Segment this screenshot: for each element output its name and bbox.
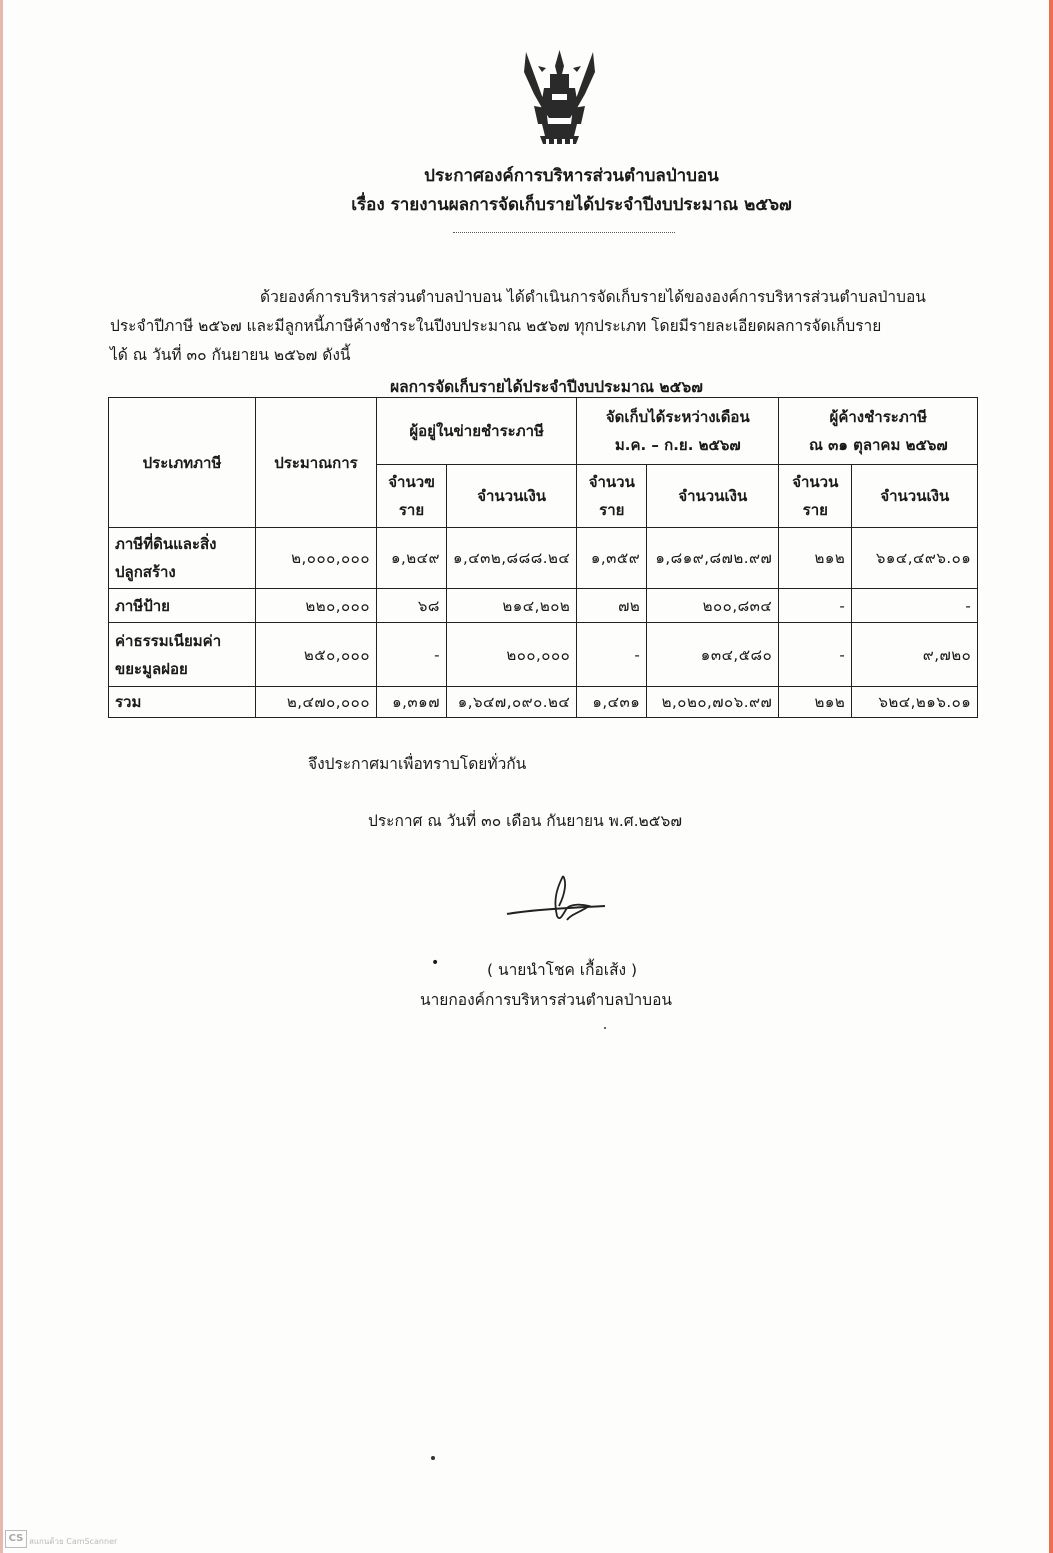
dotted-divider [453,232,675,233]
signature-icon [505,870,615,930]
header-count-line-1: จำนวน [588,473,635,491]
cell-estimate: ๒๒๐,๐๐๐ [256,589,377,623]
row-label [109,528,256,589]
bullet-mark: • [431,955,440,971]
body-line-3: ได้ ณ วันที่ ๓๐ กันยายน ๒๕๖๗ ดังนี้ [110,346,351,364]
signer-title: นายกองค์การบริหารส่วนตำบลป่าบอน [420,991,672,1009]
revenue-table [108,397,978,718]
table-total-row [109,687,978,718]
camscanner-watermark: สแกนด้วย CamScanner [29,1537,118,1546]
header-liable-group: ผู้อยู่ในข่ายชำระภาษี [377,398,577,465]
total-overdue-amount: ๖๒๔,๒๑๖.๐๑ [852,687,978,718]
cell-collected-count: - [577,623,647,687]
header-estimate: ประมาณการ [256,398,377,528]
header-collected-line-1: จัดเก็บได้ระหว่างเดือน [605,408,750,426]
cell-collected-amount: ๑๓๔,๕๘๐ [647,623,779,687]
total-collected-amount: ๒,๐๒๐,๗๐๖.๙๗ [647,687,779,718]
cell-liable-count: ๖๘ [377,589,447,623]
announcement-title: ประกาศองค์การบริหารส่วนตำบลป่าบอน [424,166,719,186]
cell-overdue-count: ๒๑๒ [779,528,852,589]
table-header-row-1 [109,398,978,465]
total-overdue-count: ๒๑๒ [779,687,852,718]
scan-speck [431,1456,435,1460]
total-liable-amount: ๑,๖๔๗,๐๙๐.๒๔ [447,687,577,718]
header-liable-count [377,465,447,528]
cell-overdue-count: - [779,589,852,623]
header-collected-group [577,398,779,465]
header-overdue-line-1: ผู้ค้างชำระภาษี [829,408,928,426]
header-overdue-amount: จำนวนเงิน [852,465,978,528]
body-line-1 [110,283,940,312]
cell-estimate: ๒๕๐,๐๐๐ [256,623,377,687]
cell-liable-count: - [377,623,447,687]
body-line-1-text: ด้วยองค์การบริหารส่วนตำบลป่าบอน ได้ดำเนินการจัดเก็บรายได้ขององค์การบริหารส่วนตำบลป่าบอน [260,288,926,306]
cell-collected-amount: ๑,๘๑๙,๘๗๒.๙๗ [647,528,779,589]
body-line-2: ประจำปีภาษี ๒๕๖๗ และมีลูกหนี้ภาษีค้างชำระในปีงบประมาณ ๒๕๖๗ ทุกประเภท โดยมีรายละเอียดผลการจัดเก็บราย [110,317,882,335]
row-label: ภาษีป้าย [109,589,256,623]
header-collected-count [577,465,647,528]
header-count-line-1: จำนวน [792,473,839,491]
cell-liable-amount: ๑,๔๓๒,๘๘๘.๒๔ [447,528,577,589]
row-label [109,623,256,687]
cell-liable-amount: ๒๑๔,๒๐๒ [447,589,577,623]
header-overdue-line-2: ณ ๓๑ ตุลาคม ๒๕๖๗ [808,436,948,454]
table-title: ผลการจัดเก็บรายได้ประจำปีงบประมาณ ๒๕๖๗ [390,378,703,396]
header-count-line-1: จำนวฃ [388,473,435,491]
cell-overdue-amount: ๙,๗๒๐ [852,623,978,687]
row-label-line-1: ค่าธรรมเนียมค่า [115,631,222,650]
header-collected-amount: จำนวนเงิน [647,465,779,528]
header-collected-line-2: ม.ค. – ก.ย. ๒๕๖๗ [614,436,741,454]
total-estimate: ๒,๔๗๐,๐๐๐ [256,687,377,718]
header-overdue-count [779,465,852,528]
closing-statement: จึงประกาศมาเพื่อทราบโดยทั่วกัน [308,755,527,773]
cell-liable-count: ๑,๒๔๙ [377,528,447,589]
header-liable-amount: จำนวนเงิน [447,465,577,528]
table-row [109,528,978,589]
cell-liable-amount: ๒๐๐,๐๐๐ [447,623,577,687]
cell-overdue-count: - [779,623,852,687]
row-label-line-2: ขยะมูลฝอย [115,659,188,678]
total-label: รวม [109,687,256,718]
header-tax-type: ประเภทภาษี [109,398,256,528]
row-label-line-2: ปลูกสร้าง [115,563,176,581]
header-count-line-2: ราย [802,501,828,519]
camscanner-logo-icon: CS [5,1530,27,1548]
row-label-line-1: ภาษีที่ดินและสิ่ง [115,535,217,553]
cell-overdue-amount: - [852,589,978,623]
garuda-emblem-icon [512,44,607,149]
header-count-line-2: ราย [599,501,625,519]
announcement-date: ประกาศ ณ วันที่ ๓๐ เดือน กันยายน พ.ศ.๒๕๖๗ [368,812,682,830]
scan-speck [604,1027,606,1029]
cell-collected-amount: ๒๐๐,๘๓๔ [647,589,779,623]
announcement-subject: เรื่อง รายงานผลการจัดเก็บรายได้ประจำปีงบประมาณ ๒๕๖๗ [351,195,792,215]
cell-collected-count: ๗๒ [577,589,647,623]
cell-estimate: ๒,๐๐๐,๐๐๐ [256,528,377,589]
table-row [109,589,978,623]
total-liable-count: ๑,๓๑๗ [377,687,447,718]
scan-edge-right [1049,0,1053,1553]
cell-collected-count: ๑,๓๕๙ [577,528,647,589]
body-paragraph [110,283,940,370]
signer-name: ( นายนำโชค เกื้อเส้ง ) [487,961,638,979]
table-row [109,623,978,687]
total-collected-count: ๑,๔๓๑ [577,687,647,718]
cell-overdue-amount: ๖๑๔,๔๙๖.๐๑ [852,528,978,589]
header-overdue-group [779,398,978,465]
scan-edge-left [0,0,3,1553]
header-count-line-2: ราย [398,501,425,519]
